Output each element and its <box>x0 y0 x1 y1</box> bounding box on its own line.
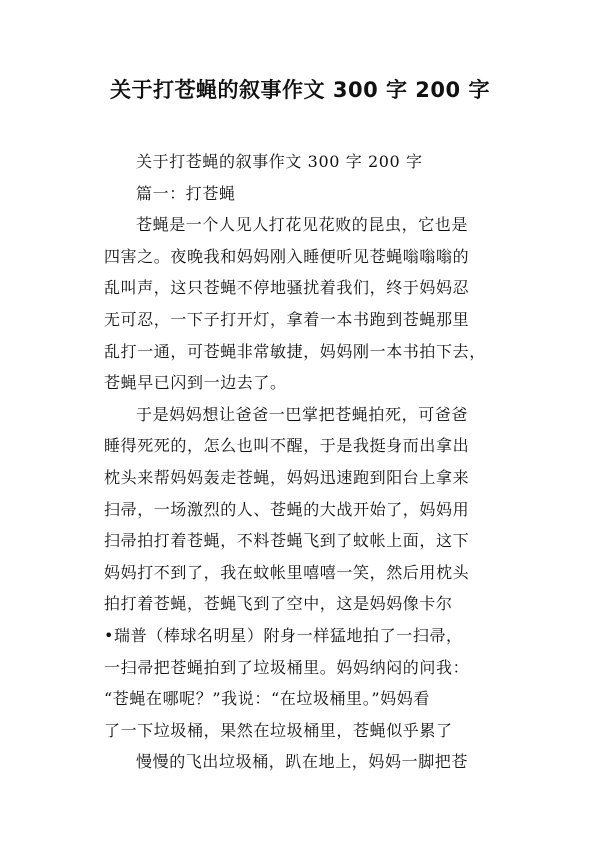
text-line: 了一下垃圾桶，果然在垃圾桶里，苍蝇似乎累了 <box>104 720 453 740</box>
text-line: 扫帚拍打着苍蝇，不料苍蝇飞到了蚊帐上面，这下 <box>104 531 470 551</box>
document-body <box>104 146 504 778</box>
text-line: “苍蝇在哪呢？”我说：“在垃圾桶里。”妈妈看 <box>104 689 430 709</box>
text-line: 无可忍，一下子打开灯，拿着一本书跑到苍蝇那里 <box>104 309 470 329</box>
text-line: 于是妈妈想让爸爸一巴掌把苍蝇拍死，可爸爸 <box>136 404 469 424</box>
text-line: 拍打着苍蝇，苍蝇飞到了空中，这是妈妈像卡尔 <box>104 594 453 614</box>
text-line: 四害之。夜晚我和妈妈刚入睡便听见苍蝇嗡嗡嗡的 <box>104 246 470 266</box>
text-line: 枕头来帮妈妈轰走苍蝇，妈妈迅速跑到阳台上拿来 <box>104 467 470 487</box>
text-line: 扫帚，一场激烈的人、苍蝇的大战开始了，妈妈用 <box>104 499 470 519</box>
text-line: 篇一：打苍蝇 <box>136 183 236 203</box>
text-line: 苍蝇早已闪到一边去了。 <box>104 373 287 393</box>
text-line: •瑞普（棒球名明星）附身一样猛地拍了一扫帚， <box>104 625 463 645</box>
text-line: 乱打一通，可苍蝇非常敏捷，妈妈刚一本书拍下去， <box>104 341 486 361</box>
text-line: 关于打苍蝇的叙事作文 300 字 200 字 <box>136 152 423 171</box>
document-title: 关于打苍蝇的叙事作文 300 字 200 字 <box>110 78 490 102</box>
text-line: 一扫帚把苍蝇拍到了垃圾桶里。妈妈纳闷的问我： <box>104 657 470 677</box>
text-line: 妈妈打不到了，我在蚊帐里嘻嘻一笑，然后用枕头 <box>104 562 470 582</box>
text-line: 乱叫声，这只苍蝇不停地骚扰着我们，终于妈妈忍 <box>104 278 470 298</box>
text-line: 慢慢的飞出垃圾桶，趴在地上，妈妈一脚把苍 <box>136 752 469 772</box>
text-line: 睡得死死的，怎么也叫不醒，于是我挺身而出拿出 <box>104 436 470 456</box>
text-line: 苍蝇是一个人见人打花见花败的昆虫，它也是 <box>136 215 469 235</box>
